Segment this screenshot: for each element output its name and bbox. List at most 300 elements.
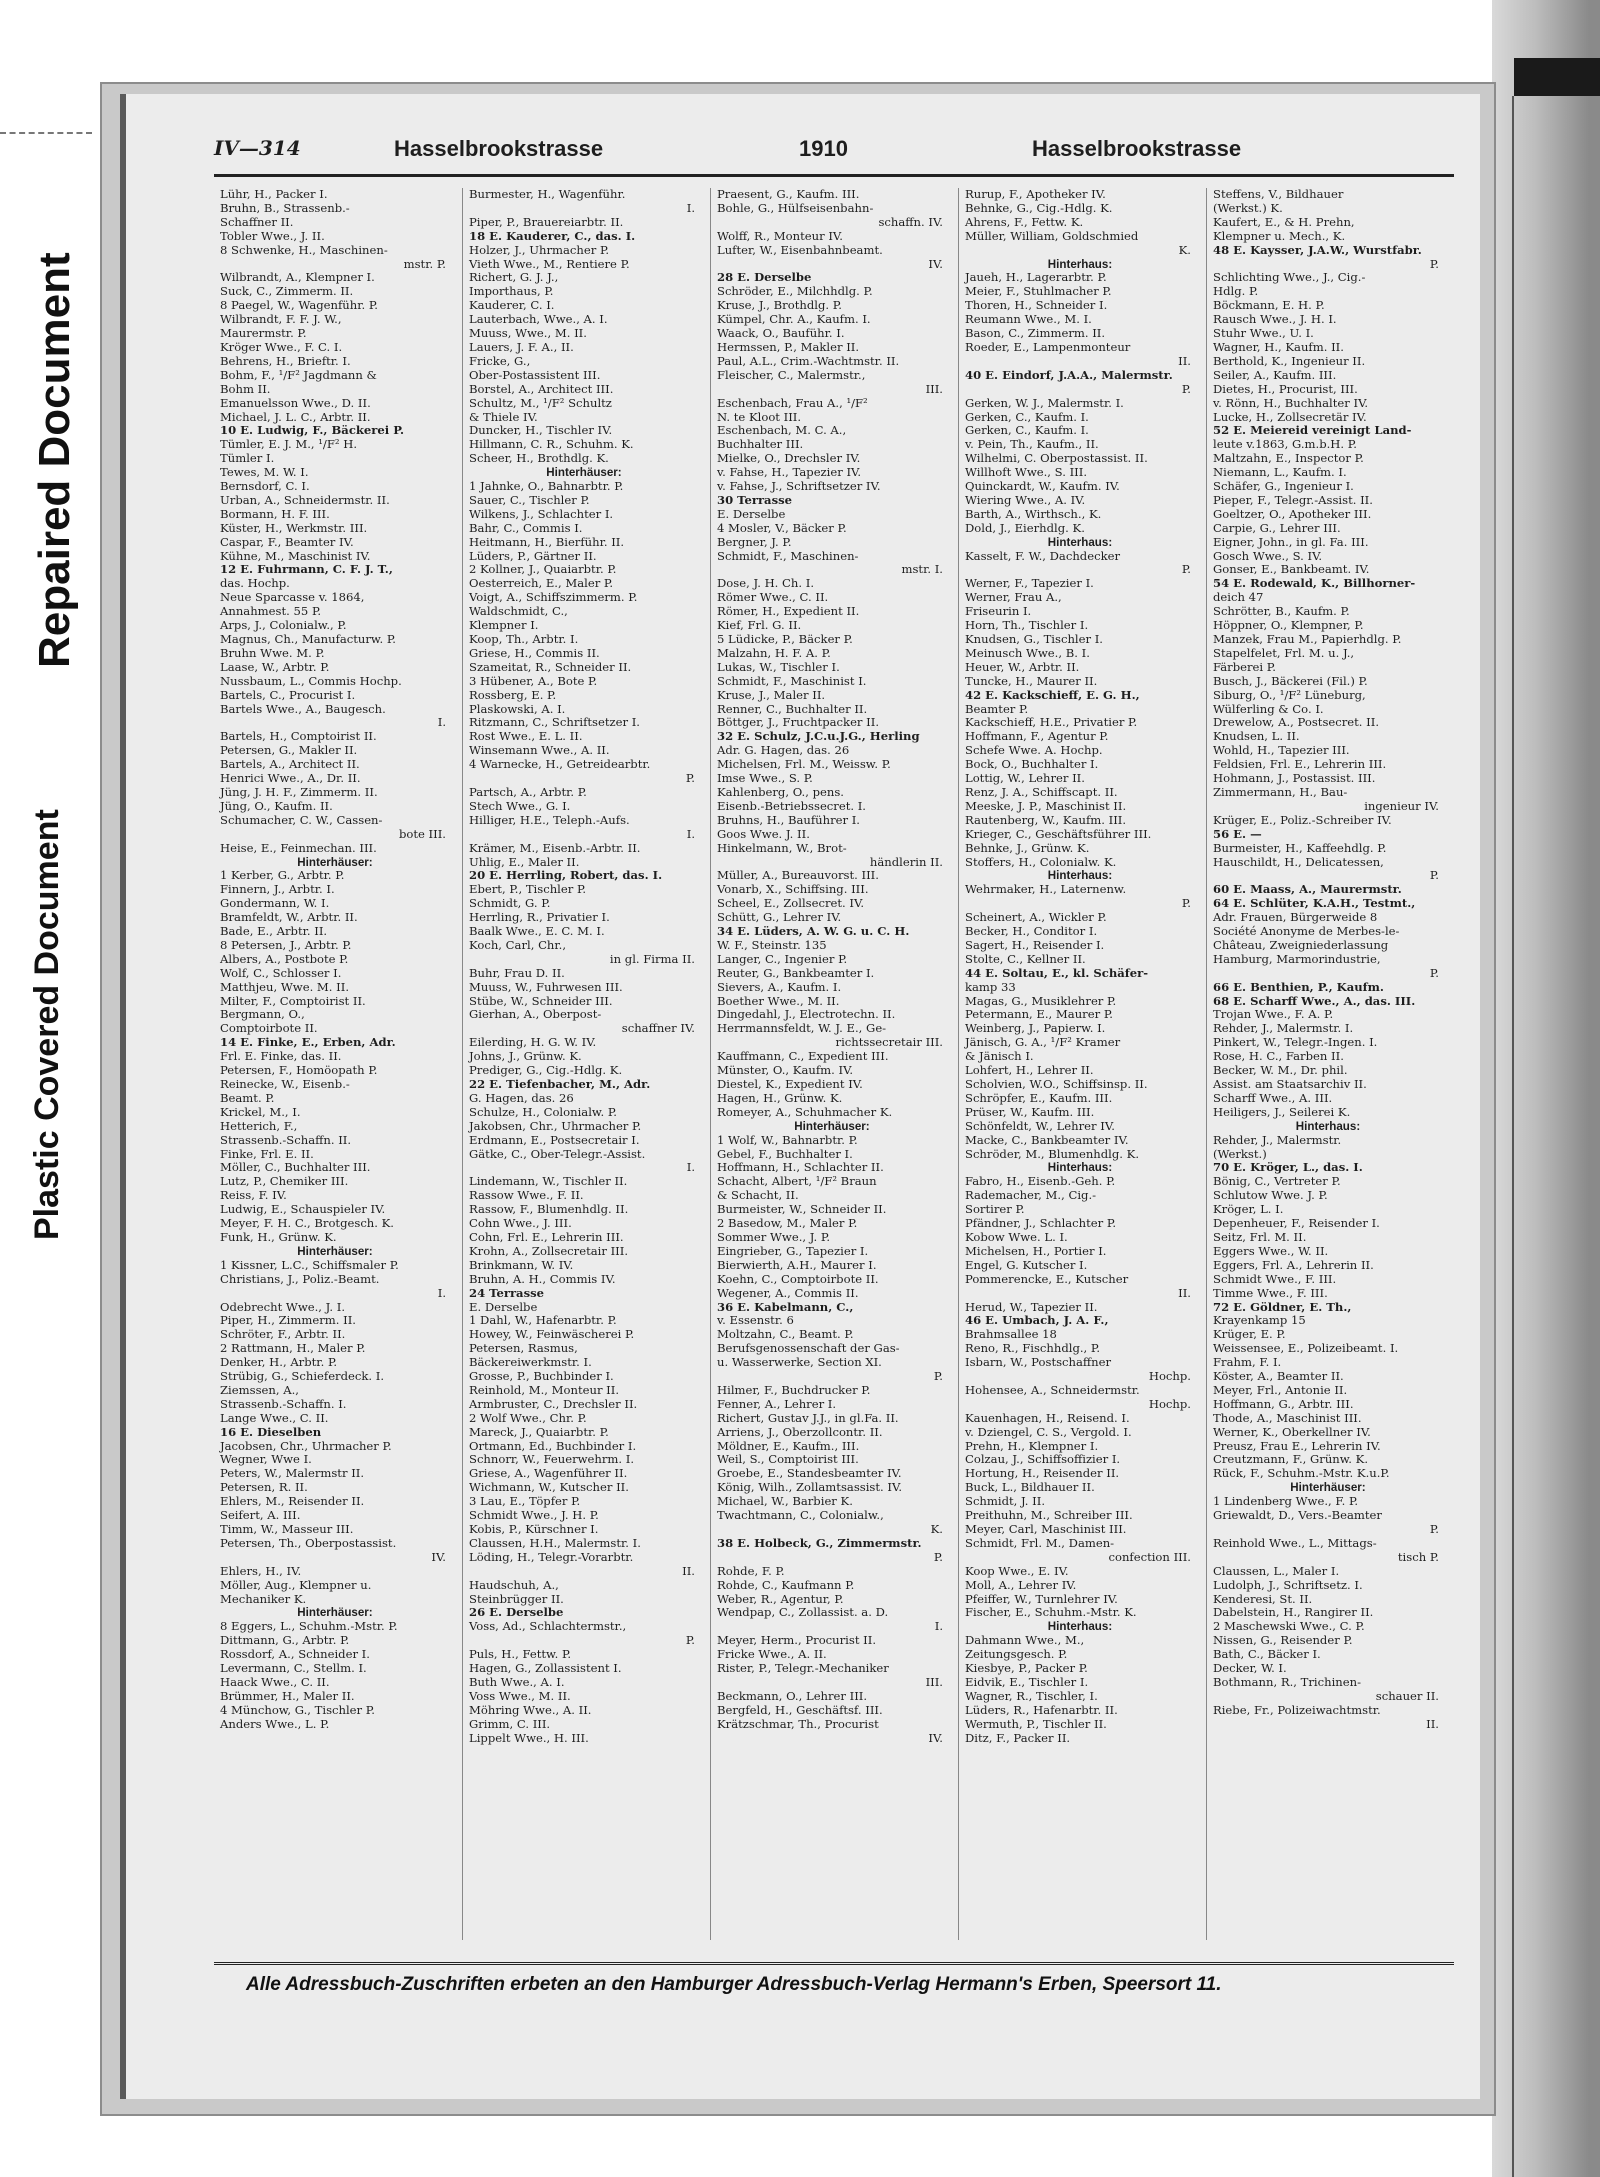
- directory-entry: Pieper, F., Telegr.-Assist. II.: [1213, 493, 1373, 507]
- directory-entry: Hinterhaus:: [1047, 257, 1113, 271]
- directory-entry: Lüders, P., Gärtner II.: [469, 549, 597, 563]
- directory-entry: Grimm, C. III.: [469, 1717, 551, 1731]
- directory-entry: Krüger, E. P.: [1213, 1328, 1286, 1342]
- directory-entry: II.: [1178, 1286, 1191, 1300]
- directory-entry: III.: [925, 382, 943, 396]
- directory-entry: Kruse, J., Brothdlg. P.: [717, 299, 842, 313]
- directory-entry: bote III.: [398, 827, 446, 841]
- directory-entry: Haudschuh, A.,: [469, 1578, 559, 1592]
- directory-entry: Mechaniker K.: [220, 1592, 307, 1606]
- directory-entry: Kobow Wwe. L. I.: [965, 1230, 1068, 1244]
- directory-entry: Reuter, G., Bankbeamter I.: [717, 966, 875, 980]
- directory-entry: 68 E. Scharff Wwe., A., das. III.: [1213, 994, 1416, 1008]
- binder-clip: [1514, 58, 1600, 96]
- directory-entry: 4 Mosler, V., Bäcker P.: [717, 521, 847, 535]
- directory-entry: Seitz, Frl. M. II.: [1213, 1230, 1307, 1244]
- directory-entry: Baalk Wwe., E. C. M. I.: [469, 925, 605, 939]
- directory-entry: Hoffmann, F., Agentur P.: [965, 730, 1109, 744]
- directory-entry: 28 E. Derselbe: [717, 271, 812, 285]
- directory-entry: Herrmannsfeldt, W. J. E., Ge-: [717, 1022, 887, 1036]
- page-year: 1910: [799, 136, 848, 161]
- page-number: IV—314: [214, 136, 301, 160]
- directory-entry: Schmidt Wwe., F. III.: [1213, 1272, 1337, 1286]
- directory-entry: Lucke, H., Zollsecretär IV.: [1213, 410, 1367, 424]
- directory-entry: Lüders, R., Hafenarbtr. II.: [965, 1703, 1118, 1717]
- directory-entry: Gondermann, W. I.: [220, 897, 330, 911]
- directory-entry: Krätzschmar, Th., Procurist: [717, 1717, 879, 1731]
- directory-entry: 40 E. Eindorf, J.A.A., Malermstr.: [965, 368, 1173, 382]
- directory-entry: Meyer, Herm., Procurist II.: [717, 1634, 877, 1648]
- directory-entry: Schröder, M., Blumenhdlg. K.: [965, 1147, 1140, 1161]
- directory-entry: Bruhns, H., Bauführer I.: [717, 813, 860, 827]
- directory-entry: 24 Terrasse: [469, 1286, 545, 1300]
- directory-entry: I.: [437, 716, 446, 730]
- directory-entry: Mareck, J., Quaiarbtr. P.: [469, 1425, 609, 1439]
- directory-entry: Koehn, C., Comptoirbote II.: [717, 1272, 879, 1286]
- directory-entry: Christians, J., Poliz.-Beamt.: [220, 1272, 380, 1286]
- directory-entry: Lühr, H., Packer I.: [220, 188, 328, 201]
- directory-entry: Wichmann, W., Kutscher II.: [469, 1481, 629, 1495]
- directory-entry: Kief, Frl. G. II.: [717, 619, 802, 633]
- directory-entry: Voss Wwe., M. II.: [469, 1689, 571, 1703]
- directory-entry: Bernsdorf, C. I.: [220, 480, 310, 494]
- directory-entry: Heise, E., Feinmechan. III.: [220, 841, 377, 855]
- directory-entry: Maltzahn, E., Inspector P.: [1213, 452, 1364, 466]
- directory-entry: Hortung, H., Reisender II.: [965, 1467, 1120, 1481]
- directory-entry: 22 E. Tiefenbacher, M., Adr.: [469, 1078, 651, 1091]
- directory-entry: Bierwierth, A.H., Maurer I.: [717, 1258, 877, 1272]
- directory-entry: P.: [1181, 382, 1191, 396]
- directory-entry: Rohde, C., Kaufmann P.: [717, 1578, 855, 1592]
- directory-entry: 8 Schwenke, H., Maschinen-: [220, 243, 388, 257]
- directory-entry: Groebe, E., Standesbeamter IV.: [717, 1467, 902, 1481]
- directory-entry: 32 E. Schulz, J.C.u.J.G., Herling: [717, 730, 920, 744]
- directory-entry: Schmidt, J. II.: [965, 1495, 1046, 1509]
- directory-entry: Frl. E. Finke, das. II.: [220, 1050, 342, 1064]
- header-rule: [214, 174, 1454, 177]
- directory-entry: Koch, Carl, Chr.,: [469, 938, 567, 952]
- directory-entry: Armbruster, C., Drechsler II.: [469, 1397, 638, 1411]
- directory-entry: G. Hagen, das. 26: [469, 1091, 574, 1105]
- directory-entry: Kackschieff, H.E., Privatier P.: [965, 716, 1138, 730]
- directory-entry: Lutz, P., Chemiker III.: [220, 1175, 349, 1189]
- directory-entry: Bäckereiwerkmstr. I.: [469, 1356, 592, 1370]
- directory-entry: Fischer, E., Schuhm.-Mstr. K.: [965, 1606, 1137, 1620]
- directory-entry: Siburg, O., ¹/F² Lüneburg,: [1213, 688, 1366, 702]
- directory-entry: Maurermstr. P.: [220, 327, 307, 341]
- directory-entry: Meyer, F. H. C., Brotgesch. K.: [220, 1217, 394, 1231]
- directory-entry: P.: [1429, 1523, 1439, 1536]
- directory-entry: Finnern, J., Arbtr. I.: [220, 883, 335, 897]
- directory-entry: Behnke, G., Cig.-Hdlg. K.: [965, 201, 1113, 215]
- directory-entry: Köster, A., Beamter II.: [1213, 1370, 1344, 1384]
- directory-entry: Schönfeldt, W., Lehrer IV.: [965, 1119, 1115, 1133]
- directory-entry: Strassenb.-Schaffn. I.: [220, 1397, 347, 1411]
- directory-entry: Funk, H., Grünw. K.: [220, 1230, 337, 1244]
- repaired-document-label: Repaired Document: [30, 252, 79, 668]
- directory-entry: König, Wilh., Zollamtsassist. IV.: [717, 1481, 903, 1495]
- directory-entry: P.: [1429, 869, 1439, 883]
- directory-entry: Cohn, Frl. E., Lehrerin III.: [469, 1230, 624, 1244]
- directory-entry: 1 Lindenberg Wwe., F. P.: [1213, 1495, 1359, 1509]
- directory-entry: 20 E. Herrling, Robert, das. I.: [469, 869, 663, 883]
- directory-entry: Romeyer, A., Schuhmacher K.: [717, 1105, 893, 1119]
- directory-entry: Kauderer, C. I.: [469, 299, 555, 313]
- directory-entry: Heiligers, J., Seilerei K.: [1213, 1105, 1351, 1119]
- directory-entry: Hochp.: [1148, 1370, 1191, 1384]
- directory-entry: Werner, F., Tapezier I.: [965, 577, 1094, 591]
- directory-entry: Roeder, E., Lampenmonteur: [965, 340, 1131, 354]
- directory-entry: Wülferling & Co. I.: [1213, 702, 1324, 716]
- directory-entry: Steinbrügger II.: [469, 1592, 564, 1606]
- directory-entry: Hoffmann, H., Schlachter II.: [717, 1161, 884, 1175]
- directory-entry: Macke, C., Bankbeamter IV.: [965, 1133, 1129, 1147]
- directory-entry: Griewaldt, D., Vers.-Beamter: [1213, 1509, 1382, 1523]
- directory-column-5: [1206, 188, 1443, 1940]
- directory-entry: Haack Wwe., C. II.: [220, 1675, 330, 1689]
- directory-entry: Bergfeld, H., Geschäftsf. III.: [717, 1703, 883, 1717]
- directory-column-3: [710, 188, 947, 1940]
- directory-entry: kamp 33: [965, 980, 1016, 994]
- directory-entry: Behnke, J., Grünw. K.: [965, 841, 1090, 855]
- directory-entry: Pinkert, W., Telegr.-Ingen. I.: [1213, 1036, 1378, 1050]
- directory-entry: Magnus, Ch., Manufacturw. P.: [220, 633, 396, 646]
- directory-entry: Friseurin I.: [965, 605, 1032, 619]
- directory-entry: Peters, W., Malermstr II.: [220, 1467, 365, 1481]
- directory-entry: Hinterhaus:: [1047, 869, 1113, 883]
- directory-entry: Holzer, J., Uhrmacher P.: [469, 243, 610, 257]
- directory-entry: Krickel, M., I.: [220, 1105, 301, 1119]
- directory-entry: Kasselt, F. W., Dachdecker: [965, 549, 1120, 563]
- directory-entry: Caspar, F., Beamter IV.: [220, 535, 354, 549]
- directory-entry: Jüng, J. H. F., Zimmerm. II.: [220, 785, 378, 799]
- plastic-covered-document-label: Plastic Covered Document: [28, 809, 66, 1240]
- directory-entry: Beamt. P.: [220, 1091, 275, 1105]
- directory-entry: mstr. I.: [901, 563, 943, 577]
- directory-entry: & Schacht, II.: [717, 1189, 799, 1203]
- directory-entry: I.: [686, 201, 695, 215]
- directory-entry: Bohm II.: [220, 382, 271, 396]
- directory-entry: v. Fahse, H., Tapezier IV.: [717, 466, 862, 480]
- directory-entry: Albers, A., Postbote P.: [220, 952, 349, 966]
- directory-entry: Magas, G., Musiklehrer P.: [965, 994, 1117, 1008]
- directory-entry: Bruhn, B., Strassenb.-: [220, 201, 350, 215]
- directory-entry: Rehder, J., Malermstr.: [1213, 1133, 1342, 1147]
- directory-entry: 2 Kollner, J., Quaiarbtr. P.: [469, 563, 617, 577]
- directory-entry: Schumacher, C. W., Cassen-: [220, 813, 383, 827]
- directory-entry: Emanuelsson Wwe., D. II.: [220, 396, 371, 410]
- directory-entry: Scheel, E., Zollsecret. IV.: [717, 897, 865, 911]
- directory-entry: Denker, H., Arbtr. P.: [220, 1356, 338, 1370]
- directory-entry: Barth, A., Wirthsch., K.: [965, 507, 1102, 521]
- directory-entry: Schröder, E., Milchhdlg. P.: [717, 285, 873, 299]
- directory-entry: Goeltzer, O., Apotheker III.: [1213, 507, 1372, 521]
- directory-entry: Hochp.: [1148, 1397, 1191, 1411]
- directory-entry: Wermuth, P., Tischler II.: [965, 1717, 1107, 1731]
- directory-entry: E. Derselbe: [469, 1300, 538, 1314]
- directory-entry: schauer II.: [1375, 1689, 1439, 1703]
- directory-entry: Hetterich, F.,: [220, 1119, 298, 1133]
- directory-entry: Voss, Ad., Schlachtermstr.,: [469, 1620, 627, 1634]
- directory-entry: Tewes, M. W. I.: [220, 466, 309, 480]
- directory-entry: Michelsen, Frl. M., Weissw. P.: [717, 758, 891, 772]
- directory-entry: Möller, C., Buchhalter III.: [220, 1161, 371, 1175]
- directory-entry: Arriens, J., Oberzollcontr. II.: [717, 1425, 883, 1439]
- directory-entry: P.: [933, 1550, 943, 1564]
- directory-entry: Sievers, A., Kaufm. I.: [717, 980, 842, 994]
- directory-entry: Bohle, G., Hülfseisenbahn-: [717, 201, 874, 215]
- directory-entry: Hinterhaus:: [1047, 535, 1113, 549]
- directory-entry: Claussen, L., Maler I.: [1213, 1564, 1340, 1578]
- directory-entry: Tuncke, H., Maurer II.: [965, 674, 1098, 688]
- directory-entry: v. Pein, Th., Kaufm., II.: [965, 438, 1099, 452]
- directory-entry: Hinterhäuser:: [1290, 1481, 1366, 1495]
- directory-entry: Oesterreich, E., Maler P.: [469, 577, 614, 591]
- directory-entry: Becker, H., Conditor I.: [965, 925, 1098, 939]
- directory-entry: Arps, J., Colonialw., P.: [220, 619, 347, 633]
- overlay-label-strip: [0, 0, 100, 2177]
- directory-entry: P.: [685, 772, 695, 786]
- directory-entry: Michael, J. L. C., Arbtr. II.: [220, 410, 371, 424]
- directory-entry: Michelsen, H., Portier I.: [965, 1244, 1107, 1258]
- directory-entry: 1 Kerber, G., Arbtr. P.: [220, 869, 345, 883]
- directory-entry: Rossberg, E. P.: [469, 688, 557, 702]
- directory-entry: Dietes, H., Procurist, III.: [1213, 382, 1358, 396]
- directory-entry: 3 Hübener, A., Bote P.: [469, 674, 598, 688]
- directory-column-2: [462, 188, 699, 1940]
- directory-entry: 42 E. Kackschieff, E. G. H.,: [965, 688, 1140, 702]
- directory-entry: ingenieur IV.: [1364, 799, 1439, 813]
- directory-entry: Schefe Wwe. A. Hochp.: [965, 744, 1103, 758]
- directory-entry: Brümmer, H., Maler II.: [220, 1689, 355, 1703]
- directory-entry: Lindemann, W., Tischler II.: [469, 1175, 628, 1189]
- directory-entry: Weil, S., Comptoirist III.: [717, 1453, 859, 1467]
- directory-entry: Wilkens, J., Schlachter I.: [469, 507, 614, 521]
- directory-entry: Bothmann, R., Trichinen-: [1213, 1675, 1361, 1689]
- directory-entry: Rademacher, M., Cig.-: [965, 1189, 1097, 1203]
- directory-entry: Manzek, Frau M., Papierhdlg. P.: [1213, 633, 1402, 646]
- directory-entry: Römer, H., Expedient II.: [717, 605, 860, 619]
- directory-entry: Prüser, W., Kaufm. III.: [965, 1105, 1095, 1119]
- directory-entry: Kenderesi, St. II.: [1213, 1592, 1313, 1606]
- directory-entry: Gebel, F., Buchhalter I.: [717, 1147, 853, 1161]
- directory-entry: Hinkelmann, W., Brot-: [717, 841, 847, 855]
- directory-entry: Stapelfelet, Frl. M. u. J.,: [1213, 646, 1355, 660]
- directory-entry: schaffn. IV.: [878, 215, 943, 229]
- directory-entry: Kobis, P., Kürschner I.: [469, 1523, 599, 1536]
- directory-entry: Kühne, M., Maschinist IV.: [220, 549, 371, 563]
- directory-entry: Petersen, Th., Oberpostassist.: [220, 1536, 397, 1550]
- directory-entry: Matthjeu, Wwe. M. II.: [220, 980, 350, 994]
- directory-entry: P.: [1429, 966, 1439, 980]
- directory-entry: Bartels, C., Procurist I.: [220, 688, 356, 702]
- directory-entry: IV.: [928, 257, 943, 271]
- directory-entry: Schmidt Wwe., J. H. P.: [469, 1509, 599, 1523]
- directory-entry: Rurup, F., Apotheker IV.: [965, 188, 1106, 201]
- directory-entry: Goos Wwe. J. II.: [717, 827, 810, 841]
- directory-entry: Decker, W. I.: [1213, 1662, 1287, 1676]
- directory-entry: Hinterhäuser:: [297, 855, 373, 869]
- directory-entry: confection III.: [1108, 1550, 1191, 1564]
- directory-entry: Dingedahl, J., Electrotechn. II.: [717, 1008, 896, 1022]
- directory-entry: 5 Lüdicke, P., Bäcker P.: [717, 633, 853, 646]
- directory-entry: 1 Kissner, L.C., Schiffsmaler P.: [220, 1258, 399, 1272]
- directory-entry: Schmidt, F., Maschinist I.: [717, 674, 867, 688]
- directory-entry: Hilliger, H.E., Teleph.-Aufs.: [469, 813, 630, 827]
- directory-entry: IV.: [928, 1731, 943, 1745]
- directory-entry: P.: [933, 1370, 943, 1384]
- directory-entry: 66 E. Benthien, P., Kaufm.: [1213, 980, 1384, 994]
- directory-entry: Sauer, C., Tischler P.: [469, 493, 590, 507]
- directory-entry: Twachtmann, C., Colonialw.,: [717, 1509, 884, 1523]
- directory-entry: Pfändner, J., Schlachter P.: [965, 1217, 1117, 1231]
- directory-entry: Sagert, H., Reisender I.: [965, 938, 1105, 952]
- directory-entry: Weinberg, J., Papierw. I.: [965, 1022, 1106, 1036]
- directory-entry: Scheinert, A., Wickler P.: [965, 911, 1107, 925]
- directory-entry: Rossdorf, A., Schneider I.: [220, 1648, 370, 1662]
- directory-entry: Becker, W. M., Dr. phil.: [1213, 1064, 1348, 1078]
- directory-entry: Bruhn Wwe. M. P.: [220, 646, 325, 660]
- directory-entry: Ludwig, E., Schauspieler IV.: [220, 1203, 386, 1217]
- directory-entry: Schmidt, F., Maschinen-: [717, 549, 859, 563]
- directory-entry: Schlutow Wwe. J. P.: [1213, 1189, 1328, 1203]
- directory-entry: Eilerding, H. G. W. IV.: [469, 1036, 597, 1050]
- directory-entry: Krayenkamp 15: [1213, 1314, 1306, 1328]
- directory-entry: Reiss, F. IV.: [220, 1189, 287, 1203]
- directory-entry: Howey, W., Feinwäscherei P.: [469, 1328, 635, 1342]
- directory-entry: Praesent, G., Kaufm. III.: [717, 188, 860, 201]
- directory-entry: Ritzmann, C., Schriftsetzer I.: [469, 716, 640, 730]
- directory-entry: Hinterhäuser:: [297, 1244, 373, 1258]
- directory-entry: Kruse, J., Maler II.: [717, 688, 826, 702]
- directory-entry: Muuss, Wwe., M. II.: [469, 327, 587, 341]
- directory-entry: Gosch Wwe., S. IV.: [1213, 549, 1323, 563]
- directory-entry: Reinhold Wwe., L., Mittags-: [1213, 1536, 1377, 1550]
- directory-entry: Bath, C., Bäcker I.: [1213, 1648, 1321, 1662]
- directory-entry: III.: [925, 1675, 943, 1689]
- directory-entry: Prediger, G., Cig.-Hdlg. K.: [469, 1064, 623, 1078]
- directory-entry: Hinterhaus:: [1047, 1161, 1113, 1175]
- directory-entry: Rück, F., Schuhm.-Mstr. K.u.P.: [1213, 1467, 1390, 1481]
- directory-entry: Schrötter, B., Kaufm. P.: [1213, 605, 1350, 619]
- directory-entry: Herrling, R., Privatier I.: [469, 911, 610, 925]
- directory-entry: Gätke, C., Ober-Telegr.-Assist.: [469, 1147, 646, 1161]
- directory-entry: & Thiele IV.: [469, 410, 538, 424]
- directory-entry: Hohensee, A., Schneidermstr.: [965, 1383, 1140, 1397]
- directory-entry: in gl. Firma II.: [609, 952, 695, 966]
- directory-entry: Hauschildt, H., Delicatessen,: [1213, 855, 1384, 869]
- directory-entry: Moll, A., Lehrer IV.: [965, 1578, 1077, 1592]
- directory-entry: W. F., Steinstr. 135: [717, 938, 827, 952]
- directory-entry: Wehrmaker, H., Laternenw.: [965, 883, 1127, 897]
- directory-entry: Laase, W., Arbtr. P.: [220, 660, 330, 674]
- directory-entry: deich 47: [1213, 591, 1264, 605]
- directory-entry: 8 Paegel, W., Wagenführ. P.: [220, 299, 378, 313]
- directory-entry: Wolf, C., Schlosser I.: [220, 966, 342, 980]
- directory-entry: Bruhn, A. H., Commis IV.: [469, 1272, 616, 1286]
- directory-entry: richtssecretair III.: [835, 1036, 943, 1050]
- directory-entry: II.: [682, 1564, 695, 1578]
- directory-entry: Stuhr Wwe., U. I.: [1213, 327, 1314, 341]
- directory-entry: Wilhelmi, C. Oberpostassist. II.: [965, 452, 1148, 466]
- directory-entry: Odebrecht Wwe., J. I.: [220, 1300, 346, 1314]
- directory-entry: & Jänisch I.: [965, 1050, 1034, 1064]
- directory-entry: 2 Rattmann, H., Maler P.: [220, 1342, 366, 1356]
- directory-entry: 54 E. Rodewald, K., Billhorner-: [1213, 577, 1416, 591]
- directory-entry: 34 E. Lüders, A. W. G. u. C. H.: [717, 925, 910, 939]
- directory-entry: Tümler I.: [220, 452, 275, 466]
- directory-entry: 26 E. Derselbe: [469, 1606, 564, 1620]
- directory-entry: Piper, P., Brauereiarbtr. II.: [469, 215, 624, 229]
- directory-entry: 4 Münchow, G., Tischler P.: [220, 1703, 375, 1717]
- directory-entry: mstr. P.: [403, 257, 446, 271]
- directory-entry: Bock, O., Buchhalter I.: [965, 758, 1099, 772]
- directory-entry: Thode, A., Maschinist III.: [1213, 1411, 1362, 1425]
- directory-entry: Wolff, R., Monteur IV.: [717, 229, 843, 243]
- directory-entry: Knudsen, L. II.: [1213, 730, 1300, 744]
- directory-entry: 18 E. Kauderer, C., das. I.: [469, 229, 636, 243]
- directory-entry: Johns, J., Grünw. K.: [469, 1050, 582, 1064]
- directory-entry: 3 Lau, E., Töpfer P.: [469, 1495, 581, 1509]
- directory-entry: Ludolph, J., Schriftsetz. I.: [1213, 1578, 1363, 1592]
- directory-entry: Rose, H. C., Farben II.: [1213, 1050, 1344, 1064]
- directory-entry: Bade, E., Arbtr. II.: [220, 925, 328, 939]
- directory-column-1: [214, 188, 450, 1940]
- directory-entry: Fabro, H., Eisenb.-Geh. P.: [965, 1175, 1116, 1189]
- directory-entry: Koop, Th., Arbtr. I.: [469, 633, 579, 646]
- directory-entry: Rautenberg, W., Kaufm. III.: [965, 813, 1127, 827]
- directory-entry: Frahm, F. I.: [1213, 1356, 1282, 1370]
- directory-entry: Stübe, W., Schneider III.: [469, 994, 613, 1008]
- directory-entry: Ditz, F., Packer II.: [965, 1731, 1071, 1745]
- directory-entry: Lukas, W., Tischler I.: [717, 660, 840, 674]
- binder-edge-line: [1512, 96, 1514, 2177]
- directory-entry: Anders Wwe., L. P.: [220, 1717, 330, 1731]
- directory-entry: 46 E. Umbach, J. A. F.,: [965, 1314, 1109, 1328]
- directory-entry: Adr. Frauen, Bürgerweide 8: [1213, 911, 1378, 925]
- directory-entry: Bartels, H., Comptoirist II.: [220, 730, 377, 744]
- directory-entry: Knudsen, G., Tischler I.: [965, 633, 1103, 646]
- directory-entry: Klempner u. Mech., K.: [1213, 229, 1346, 243]
- directory-entry: Brahmsallee 18: [965, 1328, 1057, 1342]
- directory-entry: Timm, W., Masseur III.: [220, 1523, 354, 1536]
- page-footer-notice: Alle Adressbuch-Zuschriften erbeten an den Hamburger Adressbuch-Verlag Hermann's Erben, Speersort 11.: [246, 1974, 1222, 1995]
- directory-entry: Gerken, C., Kaufm. I.: [965, 424, 1089, 438]
- directory-entry: Möhring Wwe., A. II.: [469, 1703, 592, 1717]
- directory-entry: Kahlenberg, O., pens.: [717, 785, 844, 799]
- directory-entry: Comptoirbote II.: [220, 1022, 318, 1036]
- directory-entry: Langer, C., Ingenier P.: [717, 952, 848, 966]
- directory-entry: 4 Warnecke, H., Getreidearbtr.: [469, 758, 651, 772]
- directory-entry: I.: [437, 1286, 446, 1300]
- directory-entry: Rohde, F. P.: [717, 1564, 785, 1578]
- directory-entry: Richert, G. J. J.,: [469, 271, 559, 285]
- directory-entry: Böckmann, E. H. P.: [1213, 299, 1325, 313]
- directory-entry: Niemann, L., Kaufm. I.: [1213, 466, 1347, 480]
- directory-entry: Milter, F., Comptoirist II.: [220, 994, 366, 1008]
- directory-entry: Eingrieber, G., Tapezier I.: [717, 1244, 869, 1258]
- directory-entry: Lange Wwe., C. II.: [220, 1411, 329, 1425]
- directory-entry: Buth Wwe., A. I.: [469, 1675, 565, 1689]
- directory-entry: 2 Basedow, M., Maler P.: [717, 1217, 858, 1231]
- directory-entry: Thoren, H., Schneider I.: [965, 299, 1108, 313]
- directory-entry: Vonarb, X., Schiffsing. III.: [717, 883, 869, 897]
- directory-entry: Ehlers, H., IV.: [220, 1564, 302, 1578]
- directory-entry: Bormann, H. F. III.: [220, 507, 330, 521]
- directory-entry: Schäfer, G., Ingenieur I.: [1213, 480, 1354, 494]
- directory-entry: Dabelstein, H., Rangirer II.: [1213, 1606, 1374, 1620]
- directory-entry: 10 E. Ludwig, F., Bäckerei P.: [220, 424, 405, 438]
